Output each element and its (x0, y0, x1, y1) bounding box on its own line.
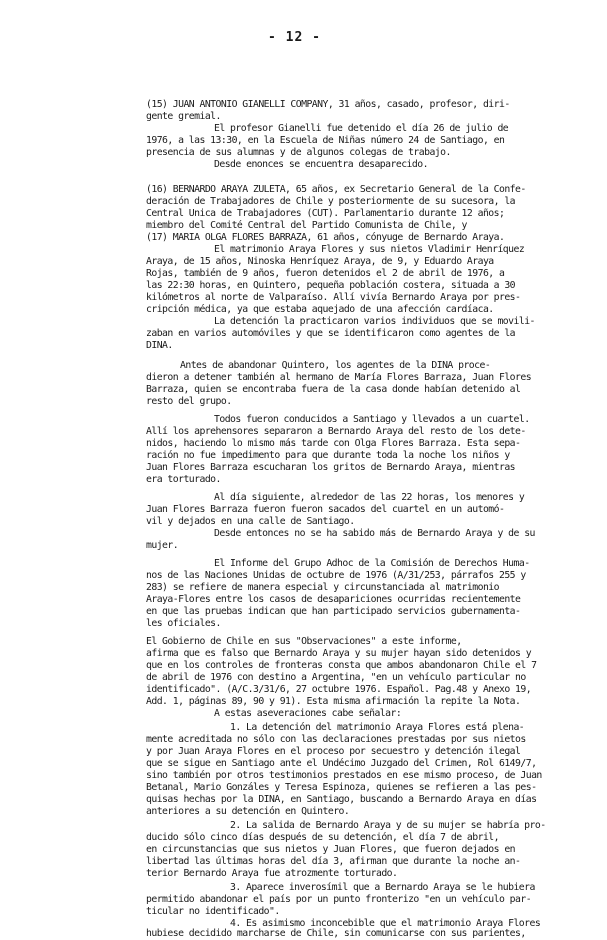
text-line: presencia de sus alumnas y de algunos colegas de trabajo. (146, 147, 451, 158)
text-line: terior Bernardo Araya fue atrozmente torturado. (146, 868, 398, 879)
page-number: - 12 - (268, 30, 321, 45)
text-line: las 22:30 horas, en Quintero, pequeña población costera, situada a 30 (146, 280, 516, 291)
text-line: y por Juan Araya Flores en el proceso por secuestro y detención ilegal (146, 746, 521, 757)
text-line: libertad las últimas horas del día 3, afirman que durante la noche an- (146, 856, 521, 867)
text-line: ración no fue impedimento para que durante toda la noche los niños y (146, 450, 510, 461)
text-line: en circunstancias que sus nietos y Juan Flores, que fueron dejados en (146, 844, 516, 855)
text-line: gente gremial. (146, 111, 221, 122)
text-line: zaban en varios automóviles y que se identificaron como agentes de la (146, 328, 516, 339)
text-line: que en los controles de fronteras consta que ambos abandonaron Chile el 7 (146, 660, 537, 671)
text-line: Araya, de 15 años, Ninoska Henríquez Araya, de 9, y Eduardo Araya (146, 256, 494, 267)
text-line: anteriores a su detención en Quintero. (146, 806, 350, 817)
text-line: El profesor Gianelli fue detenido el día 26 de julio de (214, 123, 509, 134)
text-line: que se sigue en Santiago ante el Undécimo Juzgado del Crimen, Rol 6149/7, (146, 758, 537, 769)
text-line: hubiese decidido marcharse de Chile, sin comunicarse con sus parientes, (146, 928, 526, 939)
text-line: mente acreditada no sólo con las declaraciones prestadas por sus nietos (146, 734, 526, 745)
text-line: 4. Es asimismo inconcebible que el matrimonio Araya Flores (230, 918, 541, 929)
text-line: 3. Aparece inverosímil que a Bernardo Araya se le hubiera (230, 882, 535, 893)
text-line: Desde entonces no se ha sabido más de Bernardo Araya y de su (214, 528, 535, 539)
text-line: 1976, a las 13:30, en la Escuela de Niñas número 24 de Santiago, en (146, 135, 505, 146)
text-line: era torturado. (146, 474, 221, 485)
text-line: afirma que es falso que Bernardo Araya y su mujer hayan sido detenidos y (146, 648, 532, 659)
text-line: Al día siguiente, alrededor de las 22 horas, los menores y (214, 492, 525, 503)
text-line: Desde enonces se encuentra desaparecido. (214, 159, 428, 170)
text-line: miembro del Comité Central del Partido Comunista de Chile, y (146, 220, 467, 231)
text-line: El Gobierno de Chile en sus "Observaciones" a este informe, (146, 636, 462, 647)
text-line: ducido sólo cinco días después de su detención, el día 7 de abril, (146, 832, 499, 843)
text-line: El Informe del Grupo Adhoc de la Comisión de Derechos Huma- (214, 558, 530, 569)
text-line: DINA. (146, 340, 173, 351)
text-line: Todos fueron conducidos a Santiago y llevados a un cuartel. (214, 414, 530, 425)
text-line: les oficiales. (146, 618, 221, 629)
text-line: Juan Flores Barraza escucharan los gritos de Bernardo Araya, mientras (146, 462, 516, 473)
text-line: (15) JUAN ANTONIO GIANELLI COMPANY, 31 años, casado, profesor, diri- (146, 99, 510, 110)
text-line: A estas aseveraciones cabe señalar: (214, 708, 402, 719)
text-line: en que las pruebas indican que han participado servicios gubernamenta- (146, 606, 521, 617)
text-line: Juan Flores Barraza fueron fueron sacados del cuartel en un automó- (146, 504, 505, 515)
text-line: 1. La detención del matrimonio Araya Flores está plena- (230, 722, 525, 733)
text-line: La detención la practicaron varios individuos que se movili- (214, 316, 535, 327)
text-line: mujer. (146, 540, 179, 551)
text-line: identificado". (A/C.3/31/6, 27 octubre 1976. Español. Pag.48 y Anexo 19, (146, 684, 532, 695)
text-line: nidos, haciendo lo mismo más tarde con Olga Flores Barraza. Esta sepa- (146, 438, 521, 449)
text-line: Rojas, también de 9 años, fueron detenidos el 2 de abril de 1976, a (146, 268, 505, 279)
text-line: Barraza, quien se encontraba fuera de la casa donde habían detenido al (146, 384, 521, 395)
text-line: Betanal, Mario Gonzáles y Teresa Espinoza, quienes se refieren a las pes- (146, 782, 537, 793)
text-line: Antes de abandonar Quintero, los agentes de la DINA proce- (180, 360, 491, 371)
text-line: (17) MARIA OLGA FLORES BARRAZA, 61 años, cónyuge de Bernardo Araya. (146, 232, 505, 243)
text-line: Add. 1, páginas 89, 90 y 91). Esta misma afirmación la repite la Nota. (146, 696, 521, 707)
text-line: kilómetros al norte de Valparaíso. Allí vivía Bernardo Araya por pres- (146, 292, 521, 303)
text-line: cripción médica, ya que estaba aquejado de una afección cardíaca. (146, 304, 494, 315)
text-line: (16) BERNARDO ARAYA ZULETA, 65 años, ex Secretario General de la Confe- (146, 184, 526, 195)
text-line: sino también por otros testimonios prestados en ese mismo proceso, de Juan (146, 770, 542, 781)
text-line: El matrimonio Araya Flores y sus nietos Vladimir Henríquez (214, 244, 525, 255)
text-line: nos de las Naciones Unidas de octubre de 1976 (A/31/253, párrafos 255 y (146, 570, 526, 581)
text-line: quisas hechas por la DINA, en Santiago, buscando a Bernardo Araya en días (146, 794, 537, 805)
text-line: Allí los aprehensores separaron a Bernardo Araya del resto de los dete- (146, 426, 526, 437)
text-line: ticular no identificado". (146, 906, 280, 917)
text-line: 2. La salida de Bernardo Araya y de su mujer se habría pro- (230, 820, 546, 831)
text-line: de abril de 1976 con destino a Argentina, "en un vehículo particular no (146, 672, 526, 683)
text-line: Central Unica de Trabajadores (CUT). Parlamentario durante 12 años; (146, 208, 505, 219)
text-line: resto del grupo. (146, 396, 232, 407)
text-line: dieron a detener también al hermano de María Flores Barraza, Juan Flores (146, 372, 532, 383)
text-line: permitido abandonar el país por un punto fronterizo "en un vehículo par- (146, 894, 532, 905)
text-line: vil y dejados en una calle de Santiago. (146, 516, 355, 527)
text-line: deración de Trabajadores de Chile y posteriormente de su sucesora, la (146, 196, 516, 207)
text-line: 283) se refiere de manera especial y circunstanciada al matrimonio (146, 582, 499, 593)
text-line: Araya-Flores entre los casos de desapariciones ocurridas recientemente (146, 594, 521, 605)
